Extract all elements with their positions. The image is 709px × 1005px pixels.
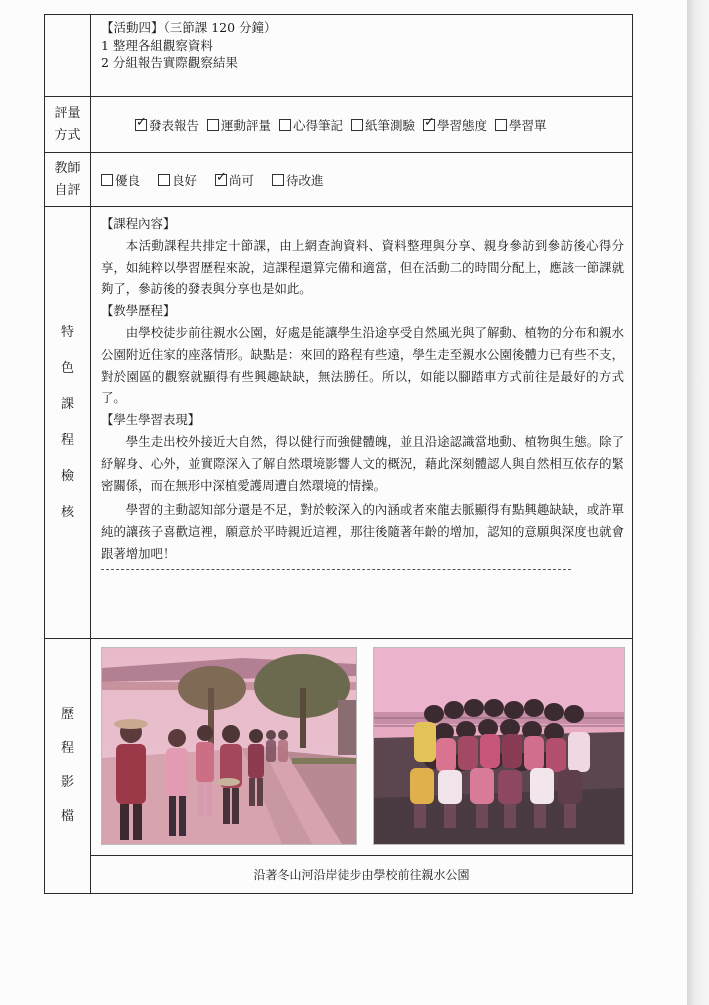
self-eval-options (91, 153, 633, 207)
eval-option[interactable]: 學習單 (495, 118, 547, 133)
review-label: 特 色 課 程 檢 核 (60, 324, 74, 520)
photo-cell (91, 639, 633, 856)
section-heading: 【學生學習表現】 (101, 412, 201, 428)
checkbox-5[interactable] (495, 119, 507, 131)
portfolio-row (45, 639, 633, 856)
activity-title: 【活動四】（三節課 120 分鐘） (101, 20, 277, 35)
evaluation-label: 評量 方式 (54, 105, 81, 143)
caption-row (45, 856, 633, 894)
page-edge-shadow (687, 0, 709, 1005)
evaluation-row (45, 97, 633, 153)
self-eval-label-cell (45, 153, 91, 207)
self-eval-row (45, 153, 633, 207)
section-paragraph: 由學校徒步前往親水公園，好處是能讓學生沿途享受自然風光與了解動、植物的分布和親水公園附近住家的座落情形。缺點是：來回的路程有些遠，學生走至親水公園後體力已有些不支，對於園區的觀察就顯得有些興趣缺缺，無法勝任。所以，如能以腳踏車方式前往是最好的方式了。 (101, 324, 624, 406)
self-checkbox-2[interactable] (215, 174, 227, 186)
activity-item: 1 整理各組觀察資料 (101, 37, 213, 53)
self-option[interactable]: 優良 (101, 173, 140, 188)
eval-option[interactable]: 運動評量 (207, 118, 271, 133)
self-eval-label: 教師 自評 (54, 160, 81, 198)
activity-cell (91, 15, 633, 97)
evaluation-label-cell (45, 97, 91, 153)
portfolio-label: 歷 程 影 檔 (60, 707, 74, 824)
section-paragraph: 本活動課程共排定十節課，由上網查詢資料、資料整理與分享、親身參訪到參訪後心得分享，如純粹以學習歷程來說，這課程還算完備和適當，但在活動二的時間分配上，應該一節課就夠了，參訪後的發表與分享也是如此。 (101, 237, 624, 297)
activity-label-cell (45, 15, 91, 97)
self-checkbox-0[interactable] (101, 174, 113, 186)
checkbox-4[interactable] (423, 119, 435, 131)
self-checkbox-1[interactable] (158, 174, 170, 186)
photo-walk-path (101, 647, 357, 845)
eval-option[interactable]: ✓發表報告 (135, 118, 199, 133)
eval-option[interactable]: 心得筆記 (279, 118, 343, 133)
review-label-cell (45, 207, 91, 639)
evaluation-options (91, 97, 633, 153)
checkbox-1[interactable] (207, 119, 219, 131)
section-paragraph: 學習的主動認知部分還是不足，對於較深入的內涵或者來龍去脈顯得有點興趣缺缺，或許單純的讓孩子喜歡這裡，願意於平時親近這裡，那往後隨著年齡的增加，認知的意願與深度也就會跟著增加吧！ (101, 502, 624, 561)
self-option[interactable]: ✓ 尚可 (215, 173, 254, 188)
lesson-record-table (44, 14, 633, 894)
checkbox-0[interactable] (135, 119, 147, 131)
checkbox-2[interactable] (279, 119, 291, 131)
eval-option[interactable]: 紙筆測驗 (351, 118, 415, 133)
section-heading: 【教學歷程】 (101, 303, 176, 319)
portfolio-label-cell (45, 639, 91, 894)
activity-item: 2 分組報告實際觀察結果 (101, 55, 238, 70)
self-checkbox-3[interactable] (272, 174, 284, 186)
dashed-divider (101, 569, 571, 570)
photo-caption: 沿著冬山河沿岸徒步由學校前往親水公園 (91, 856, 633, 894)
eval-option[interactable]: ✓ 學習態度 (423, 118, 487, 133)
section-heading: 【課程內容】 (101, 216, 176, 231)
self-option[interactable]: 待改進 (272, 173, 324, 188)
review-content (91, 207, 633, 639)
section-paragraph: 學生走出校外接近大自然，得以健行而強健體魄，並且沿途認識當地動、植物與生態。除了紓解身、心外，並實際深入了解自然環境影響人文的概況，藉此深刻體認人與自然相互依存的緊密關係，而在無形中深植愛護周遭自然環境的情操。 (101, 433, 624, 493)
checkbox-3[interactable] (351, 119, 363, 131)
self-option[interactable]: 良好 (158, 173, 197, 188)
photo-group-shot (373, 647, 625, 845)
review-row (45, 207, 633, 639)
activity-row (45, 15, 633, 97)
